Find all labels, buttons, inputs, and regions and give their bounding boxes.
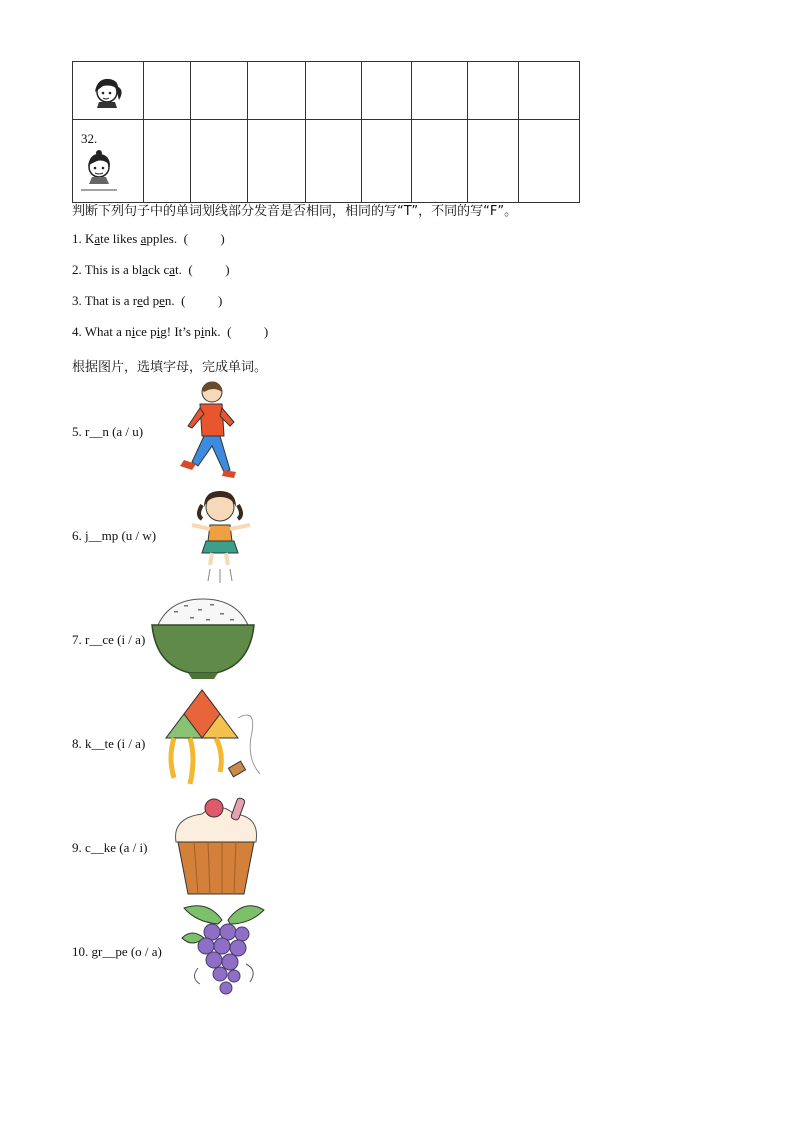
question-6: 6. j__mp (u / w) [72, 528, 157, 543]
running-boy-icon [176, 378, 240, 484]
cupcake-icon [172, 796, 262, 896]
girl-avatar-icon [73, 62, 143, 114]
grapes-icon [178, 898, 268, 1004]
section2-instruction: 根据图片，选填字母，完成单词。 [72, 360, 268, 375]
question-9: 9. c__ke (a / i) [72, 840, 148, 855]
row-number: 32. [81, 131, 98, 146]
question-1: 1. Kate likes apples. ( ) [72, 231, 225, 246]
jumping-girl-icon [188, 485, 258, 585]
question-8: 8. k__te (i / a) [72, 736, 146, 751]
rice-bowl-icon [150, 595, 256, 681]
grid-row-2 [73, 120, 580, 203]
question-2: 2. This is a black cat. ( ) [72, 262, 230, 277]
question-4: 4. What a nice pig! It’s pink. ( ) [72, 324, 269, 339]
grid-cell-avatar [73, 62, 144, 120]
question-7: 7. r__ce (i / a) [72, 632, 146, 647]
grid-row-1 [73, 62, 580, 120]
grid-cell-32 [73, 120, 144, 203]
question-5: 5. r__n (a / u) [72, 424, 144, 439]
section1-instruction: 判断下列句子中的单词划线部分发音是否相同，相同的写“T”，不同的写“F”。 [72, 204, 518, 219]
writing-grid [72, 61, 580, 203]
question-10: 10. gr__pe (o / a) [72, 944, 162, 959]
kite-icon [160, 688, 264, 790]
question-3: 3. That is a red pen. ( ) [72, 293, 223, 308]
